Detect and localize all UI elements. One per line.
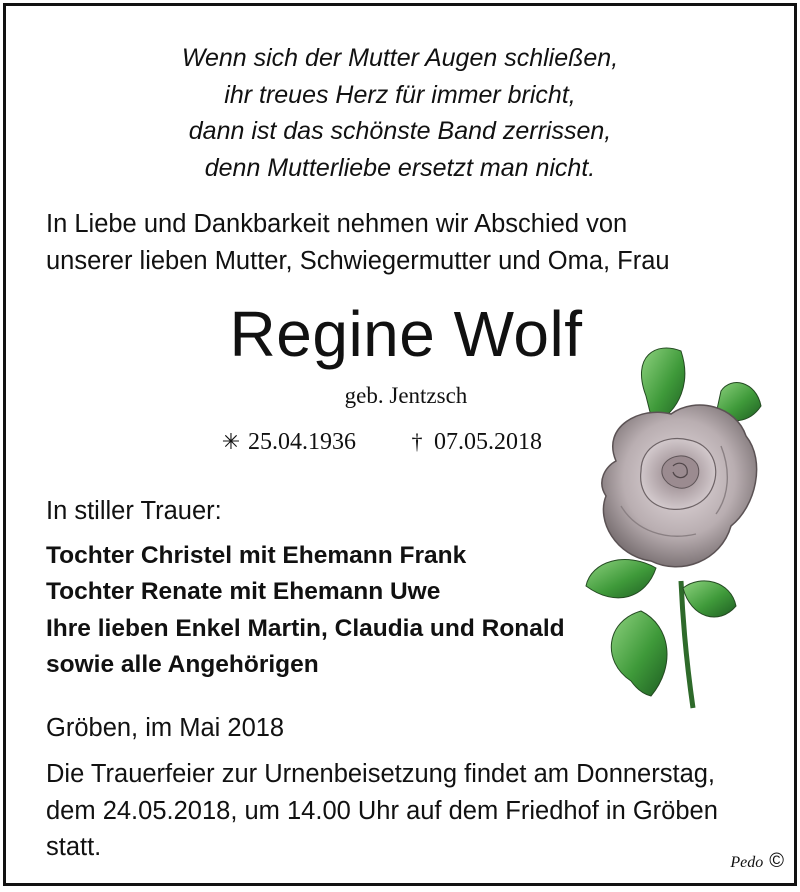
intro-text [46, 206, 670, 279]
poem-line: denn Mutterliebe ersetzt man nicht. [204, 153, 596, 182]
copyright-icon: © [769, 850, 784, 872]
poem [6, 40, 794, 186]
birth-star-icon: ✳ [221, 429, 241, 454]
death-date: 07.05.2018 [434, 429, 542, 455]
place-date: Gröben, im Mai 2018 [46, 714, 285, 742]
life-dates [220, 426, 542, 458]
mourner-line: Tochter Renate mit Ehemann Uwe [46, 578, 441, 606]
funeral-notice [46, 756, 718, 866]
poem-line: dann ist das schönste Band zerrissen, [188, 117, 612, 145]
mourning-label: In stiller Trauer: [46, 497, 222, 525]
birth-date: 25.04.1936 [248, 429, 356, 455]
mourner-line: Tochter Christel mit Ehemann Frank [46, 542, 467, 569]
deceased-name: Regine Wolf [229, 298, 583, 370]
rose-image [571, 336, 771, 726]
notice-line: Die Trauerfeier zur Urnenbeisetzung findet am Donnerstag, [46, 760, 716, 788]
notice-line: dem 24.05.2018, um 14.00 Uhr auf dem Friedhof in Gröben [46, 796, 718, 825]
notice-line: statt. [46, 833, 102, 861]
obituary-notice [3, 3, 797, 886]
designer-credit [730, 850, 784, 873]
signature: Pedo [730, 854, 764, 871]
mourner-line: Ihre lieben Enkel Martin, Claudia und Ronald [46, 614, 565, 642]
poem-line: Wenn sich der Mutter Augen schließen, [181, 44, 619, 72]
intro-line: In Liebe und Dankbarkeit nehmen wir Abschied von [46, 210, 628, 238]
mourners-list [46, 538, 565, 683]
birth-name: geb. Jentzsch [344, 383, 468, 408]
mourner-line: sowie alle Angehörigen [46, 650, 319, 678]
intro-line: unserer lieben Mutter, Schwiegermutter und Oma, Frau [46, 246, 670, 275]
poem-line: ihr treues Herz für immer bricht, [224, 80, 576, 109]
death-cross-icon: † [411, 429, 423, 454]
